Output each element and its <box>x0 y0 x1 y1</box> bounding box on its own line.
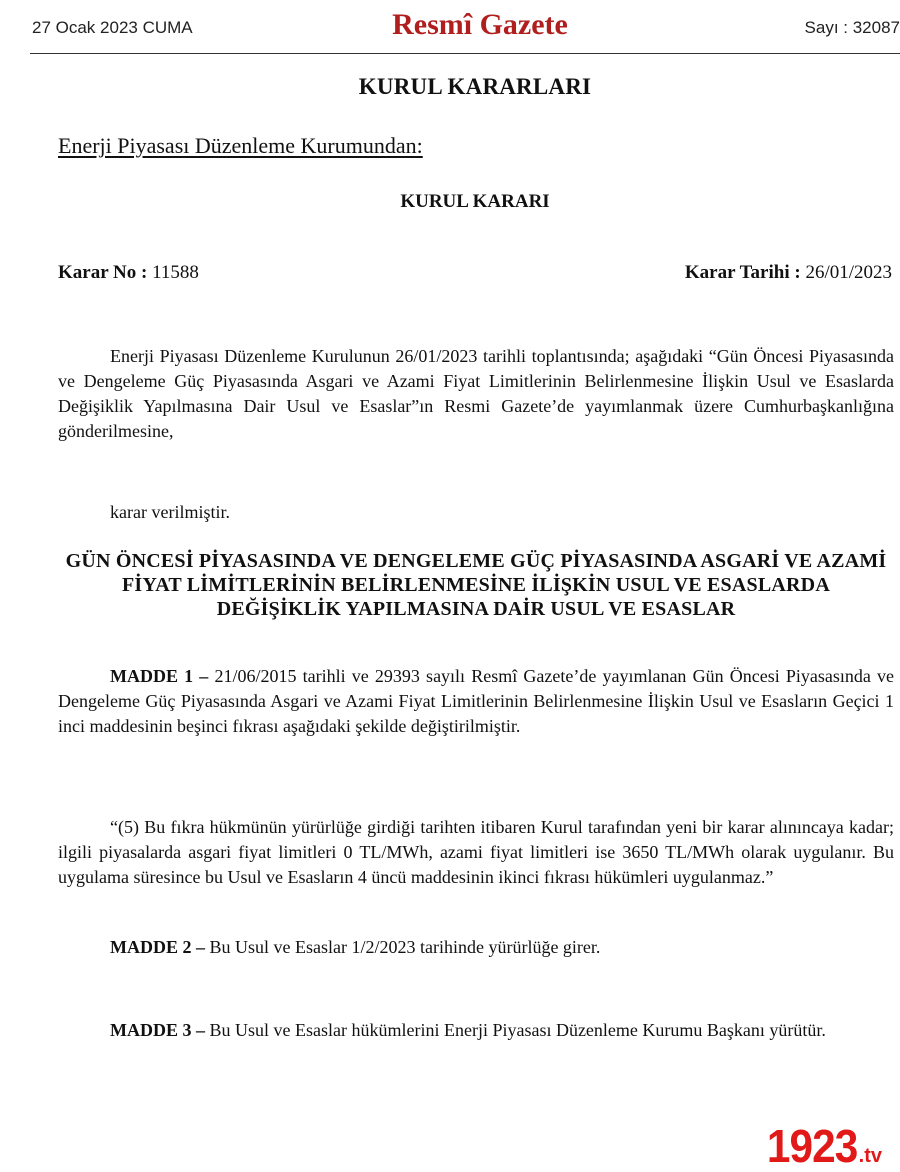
article-1 <box>58 664 894 739</box>
quote-text: “(5) Bu fıkra hükmünün yürürlüğe girdiği tarihten itibaren Kurul tarafından yeni bir karar alınıncaya kadar; ilgili piyasalarda asgari fiyat limitleri 0 TL/MWh, azami fiyat limitleri ise 3650 TL/MWh olarak uygulanır. Bu uygulama süresince bu Usul ve Esasların 4 üncü maddesinin ikinci fıkrası hükümleri uygulanmaz.” <box>58 817 894 887</box>
watermark-logo <box>759 1120 882 1172</box>
article-3 <box>58 1018 894 1043</box>
section-title: KURUL KARARLARI <box>358 74 592 99</box>
decision-number <box>58 262 199 284</box>
watermark-logo-main: 1923 <box>767 1120 858 1172</box>
issue-date: 27 Ocak 2023 CUMA <box>32 18 193 37</box>
article-1-quote <box>58 815 894 890</box>
decision-date-label: Karar Tarihi : <box>684 262 801 283</box>
article-1-text: 21/06/2015 tarihli ve 29393 sayılı Resmî Gazete’de yayımlanan Gün Öncesi Piyasasında ve Dengeleme Güç Piyasasında Asgari ve Azami Fiyat Limitlerinin Belirlenmesine İlişkin Usul ve Esasların Geçici 1 inci maddesinin beşinci fıkrası aşağıdaki şekilde değiştirilmiştir. <box>58 666 895 736</box>
decision-number-label: Karar No : <box>58 262 148 283</box>
decision-paragraph <box>58 344 894 444</box>
issuing-institution: Enerji Piyasası Düzenleme Kurumundan: <box>58 133 423 158</box>
decision-conclusion: karar verilmiştir. <box>110 502 230 522</box>
decision-date-value: 26/01/2023 <box>805 262 892 283</box>
gazette-title: Resmî Gazete <box>392 8 568 41</box>
decision-number-value: 11588 <box>152 262 199 283</box>
issue-number: Sayı : 32087 <box>804 18 900 37</box>
decision-title: KURUL KARARI <box>400 191 550 212</box>
watermark-logo-suffix: .tv <box>858 1145 882 1167</box>
article-1-label: MADDE 1 – <box>110 666 209 686</box>
article-2 <box>58 935 894 960</box>
article-3-text: Bu Usul ve Esaslar hükümlerini Enerji Piyasası Düzenleme Kurumu Başkanı yürütür. <box>209 1020 826 1040</box>
article-3-label: MADDE 3 – <box>110 1020 205 1040</box>
decision-text: Enerji Piyasası Düzenleme Kurulunun 26/01/2023 tarihli toplantısında; aşağıdaki “Gün Öncesi Piyasasında ve Dengeleme Güç Piyasasında Asgari ve Azami Fiyat Limitlerinin Belirlenmesine İlişkin Usul ve Esaslarda Değişiklik Yapılmasına Dair Usul ve Esaslar”ın Resmi Gazete’de yayımlanmak üzere Cumhurbaşkanlığına gönderilmesine, <box>58 346 894 441</box>
article-2-label: MADDE 2 – <box>110 937 205 957</box>
decision-date <box>685 262 892 284</box>
article-2-text: Bu Usul ve Esaslar 1/2/2023 tarihinde yürürlüğe girer. <box>209 937 601 957</box>
gazette-header <box>0 0 900 56</box>
regulation-title: GÜN ÖNCESİ PİYASASINDA VE DENGELEME GÜÇ PİYASASINDA ASGARİ VE AZAMİ FİYAT LİMİTLERİNİN BELİRLENMESİNE İLİŞKİN USUL VE ESASLARDA DEĞİŞİKLİK YAPILMASINA DAİR USUL VE ESASLAR <box>65 550 887 620</box>
header-divider <box>30 53 900 54</box>
